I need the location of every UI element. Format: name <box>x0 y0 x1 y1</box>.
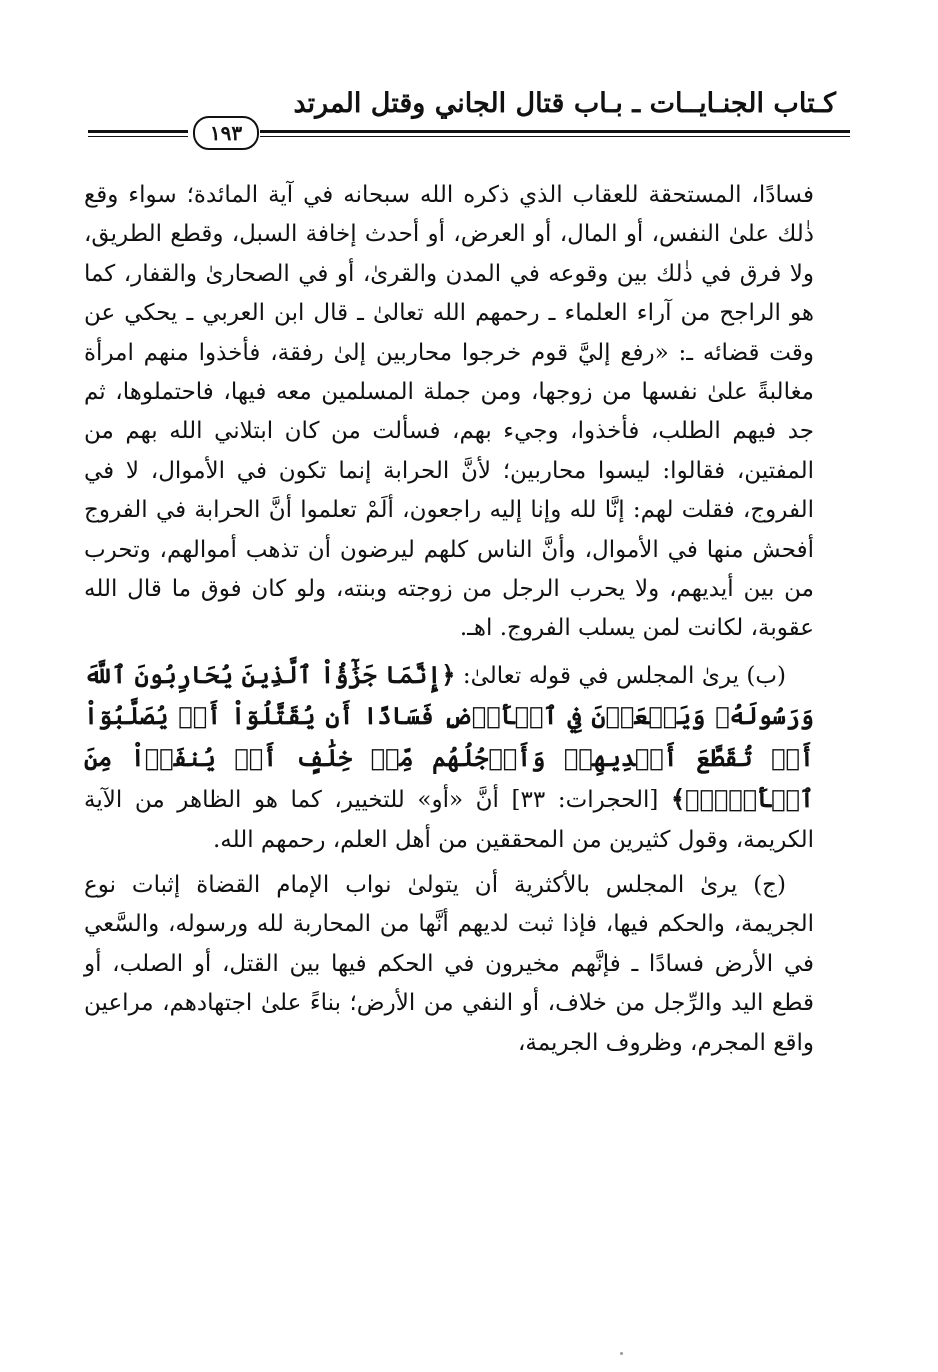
header-rule-right <box>260 130 850 137</box>
page-number: ١٩٣ <box>193 116 259 150</box>
paragraph-2-intro: (ب) يرىٰ المجلس في قوله تعالىٰ: <box>455 662 787 689</box>
verse-reference: [الحجرات: ٣٣] <box>498 787 671 814</box>
running-title: كـتاب الجنـايــات ـ بـاب قتال الجاني وقتل المرتد <box>293 88 836 119</box>
header-rule-left <box>88 130 188 137</box>
body-text <box>84 176 814 1063</box>
paragraph-1: فسادًا، المستحقة للعقاب الذي ذكره الله سبحانه في آية المائدة؛ سواء وقع ذٰلك علىٰ النفس، أو المال، أو العرض، أو أحدث إخافة السبل، وقطع الطريق، ولا فرق في ذٰلك بين وقوعه في المدن والقرىٰ، أو في الصحارىٰ والقفار، كما هو الراجح من آراء العلماء ـ رحمهم الله تعالىٰ ـ قال ابن العربي ـ يحكي عن وقت قضائه ـ: «رفع إليَّ قوم خرجوا محاربين إلىٰ رفقة، فأخذوا منهم امرأة مغالبةً علىٰ نفسها من زوجها، ومن جملة المسلمين معه فيها، فاحتملوها، ثم جد فيهم الطلب، فأخذوا، وجيء بهم، فسألت من كان ابتلاني الله بهم من المفتين، فقالوا: ليسوا محاربين؛ لأنَّ الحرابة إنما تكون في الأموال، لا في الفروج، فقلت لهم: إنَّا لله وإنا إليه راجعون، ألَمْ تعلموا أنَّ الحرابة في الفروج أفحش منها في الأموال، وأنَّ الناس كلهم ليرضون أن تذهب أموالهم، وتحرب من بين أيديهم، ولا يحرب الرجل من زوجته وبنته، ولو كان فوق ما قال الله عقوبة، لكانت لمن يسلب الفروج. اهـ. <box>84 182 814 642</box>
page-header <box>88 88 850 158</box>
paragraph-3: (ج) يرىٰ المجلس بالأكثرية أن يتولىٰ نواب الإمام القضاة إثبات نوع الجريمة، والحكم فيها، فإذا ثبت لديهم أنَّها من المحاربة لله ورسوله، والسَّعي في الأرض فسادًا ـ فإنَّهم مخيرون في الحكم فيها بين القتل، أو الصلب، أو قطع اليد والرِّجل من خلاف، أو النفي من الأرض؛ بناءً علىٰ اجتهادهم، مراعين واقع المجرم، وظروف الجريمة، <box>84 871 815 1056</box>
paragraph-2 <box>84 655 814 860</box>
quran-verse: ﴿إِنَّمَا جَزَٰٓؤُاْ ٱلَّذِينَ يُحَارِبُونَ ٱللَّهَ وَرَسُولَهُۥ وَيَسۡعَوۡنَ فِي ٱلۡأَرۡضِ فَسَادًا أَن يُقَتَّلُوٓاْ أَوۡ يُصَلَّبُوٓاْ أَوۡ تُقَطَّعَ أَيۡدِيهِمۡ وَأَرۡجُلُهُم مِّنۡ خِلَٰفٍ أَوۡ يُنفَوۡاْ مِنَ ٱلۡأَرۡضِۚ﴾ <box>84 659 814 814</box>
scan-speck <box>620 1352 623 1355</box>
paragraph-2-rest: أنَّ «أو» للتخيير، كما هو الظاهر من الآية الكريمة، وقول كثيرين من المحققين من أهل العلم، رحمهم الله. <box>84 787 814 853</box>
